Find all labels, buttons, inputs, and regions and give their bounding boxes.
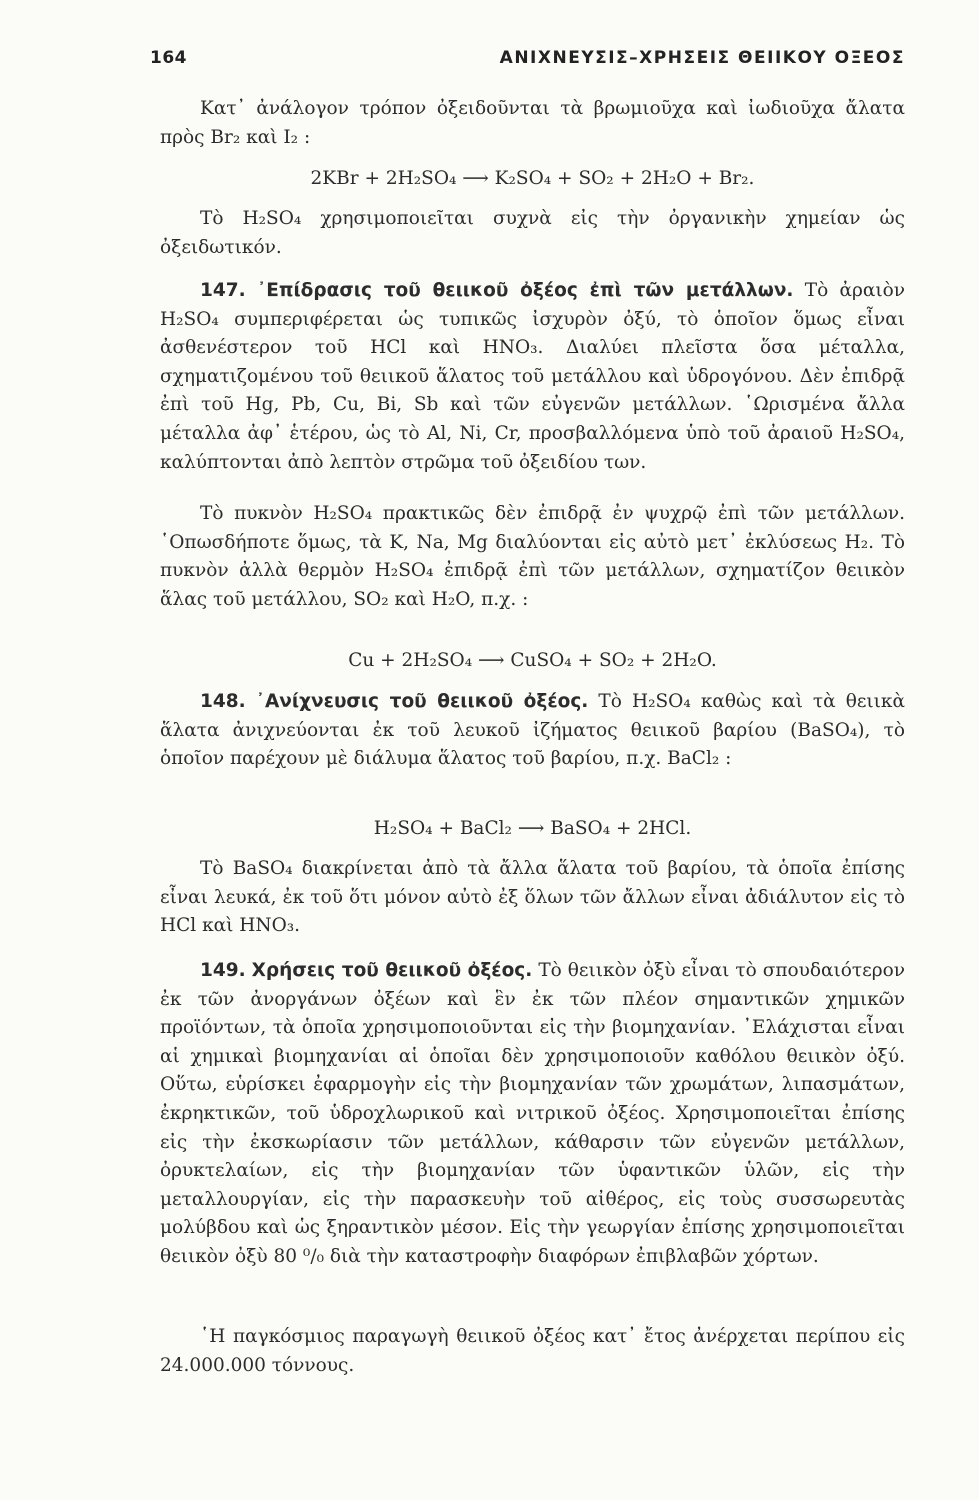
paragraph-baso4	[160, 855, 905, 941]
section-title: ᾿Επίδρασις τοῦ θειικοῦ ὀξέος ἐπὶ τῶν μετάλλων.	[256, 280, 794, 301]
section-paragraph	[160, 688, 905, 774]
page-header	[150, 48, 905, 74]
paragraph-text: ῾Η παγκόσμιος παραγωγὴ θειικοῦ ὀξέος κατ᾽ ἔτος ἀνέρχεται περίπου εἰς 24.000.000 τόννους.	[160, 1326, 905, 1376]
section-body: Τὸ ἀραιὸν H₂SO₄ συμπεριφέρεται ὡς τυπικῶς ἰσχυρὸν ὀξύ, τὸ ὁποῖον ὅμως εἶναι ἀσθενέστερον τοῦ HCl καὶ HNO₃. Διαλύει πλεῖστα ὅσα μέταλλα, σχηματιζομένου τοῦ θειικοῦ ἅλατος τοῦ μετάλλου καὶ ὑδρογόνου. Δὲν ἐπιδρᾷ ἐπὶ τοῦ Hg, Pb, Cu, Bi, Sb καὶ τῶν εὐγενῶν μετάλλων. ῾Ωρισμένα ἄλλα μέταλλα ἀφ᾽ ἑτέρου, ὡς τὸ Al, Ni, Cr, προσβαλλόμενα ὑπὸ τοῦ ἀραιοῦ H₂SO₄, καλύπτονται ἀπὸ λεπτὸν στρῶμα τοῦ ὀξειδίου των.	[160, 280, 905, 473]
equation-copper: Cu + 2H₂SO₄ ⟶ CuSO₄ + SO₂ + 2H₂O.	[348, 650, 717, 671]
paragraph-world-production	[160, 1323, 905, 1380]
section-title: ᾿Ανίχνευσις τοῦ θειικοῦ ὀξέος.	[255, 691, 589, 712]
section-148	[160, 688, 905, 774]
running-head: ΑΝΙΧΝΕΥΣΙΣ–ΧΡΗΣΕΙΣ ΘΕΙΙΚΟΥ ΟΞΕΟΣ	[499, 48, 905, 68]
section-title: Χρήσεις τοῦ θειικοῦ ὀξέος.	[251, 960, 533, 981]
section-paragraph	[160, 277, 905, 477]
equation-kbr: 2KBr + 2H₂SO₄ ⟶ K₂SO₄ + SO₂ + 2H₂O + Br₂.	[310, 168, 755, 189]
section-body: Τὸ H₂SO₄ καθὼς καὶ τὰ θειικὰ ἅλατα ἀνιχνεύονται ἐκ τοῦ λευκοῦ ἰζήματος θειικοῦ βαρίου (BaSO₄), τὸ ὁποῖον παρέχουν μὲ διάλυμα ἅλατος τοῦ βαρίου, π.χ. BaCl₂ :	[160, 691, 905, 770]
paragraph-concentrated-acid	[160, 500, 905, 614]
section-149	[160, 957, 905, 1272]
paragraph-text: Τὸ BaSO₄ διακρίνεται ἀπὸ τὰ ἄλλα ἅλατα τοῦ βαρίου, τὰ ὁποῖα ἐπίσης εἶναι λευκά, ἐκ τοῦ ὅτι μόνον αὐτὸ ἐξ ὅλων τῶν ἄλλων εἶναι ἀδιάλυτον εἰς τὸ HCl καὶ HNO₃.	[160, 858, 905, 937]
section-body: Τὸ θειικὸν ὀξὺ εἶναι τὸ σπουδαιότερον ἐκ τῶν ἀνοργάνων ὀξέων καὶ ἓν ἐκ τῶν πλέον σημαντικῶν χημικῶν προϊόντων, τὰ ὁποῖα χρησιμοποιοῦνται εἰς τὴν βιομηχανίαν. ᾿Ελάχισται εἶναι αἱ χημικαὶ βιομηχανίαι αἱ ὁποῖαι δὲν χρησιμοποιοῦν καθόλου θειικὸν ὀξύ. Οὕτω, εὑρίσκει ἐφαρμογὴν εἰς τὴν βιομηχανίαν τῶν χρωμάτων, λιπασμάτων, ἐκρηκτικῶν, τοῦ ὑδροχλωρικοῦ καὶ νιτρικοῦ ὀξέος. Χρησιμοποιεῖται ἐπίσης εἰς τὴν ἐκσκωρίασιν τῶν μετάλλων, κάθαρσιν τῶν εὐγενῶν μετάλλων, ὀρυκτελαίων, εἰς τὴν βιομηχανίαν τῶν ὑφαντικῶν ὑλῶν, εἰς τὴν μεταλλουργίαν, εἰς τὴν παρασκευὴν τοῦ αἰθέρος, εἰς τοὺς συσσωρευτὰς μολύβδου καὶ ὡς ξηραντικὸν μέσον. Εἰς τὴν γεωργίαν ἐπίσης χρησιμοποιεῖται θειικὸν ὀξὺ 80 ⁰/₀ διὰ τὴν καταστροφὴν διαφόρων ἐπιβλαβῶν χόρτων.	[160, 960, 905, 1267]
paragraph-oxidizer	[160, 205, 905, 262]
paragraph-text: Τὸ πυκνὸν H₂SO₄ πρακτικῶς δὲν ἐπιδρᾷ ἐν ψυχρῷ ἐπὶ τῶν μετάλλων. ῾Οπωσδήποτε ὅμως, τὰ K, Na, Mg διαλύονται εἰς αὐτὸ μετ᾽ ἐκλύσεως H₂. Τὸ πυκνὸν ἀλλὰ θερμὸν H₂SO₄ ἐπιδρᾷ ἐπὶ τῶν μετάλλων, σχηματίζον θειικὸν ἅλας τοῦ μετάλλου, SO₂ καὶ H₂O, π.χ. :	[160, 503, 905, 610]
section-number: 149.	[200, 960, 246, 981]
page-number: 164	[150, 48, 187, 68]
section-number: 147.	[200, 280, 246, 301]
paragraph-bromides	[160, 95, 905, 152]
section-147	[160, 277, 905, 477]
equation-barium: H₂SO₄ + BaCl₂ ⟶ BaSO₄ + 2HCl.	[373, 818, 692, 839]
paragraph-text: Τὸ H₂SO₄ χρησιμοποιεῖται συχνὰ εἰς τὴν ὀργανικὴν χημείαν ὡς ὀξειδωτικόν.	[160, 208, 905, 258]
paragraph-text: Κατ᾽ ἀνάλογον τρόπον ὀξειδοῦνται τὰ βρωμιοῦχα καὶ ἰωδιοῦχα ἄλατα πρὸς Br₂ καὶ I₂ :	[160, 98, 905, 148]
section-number: 148.	[200, 691, 246, 712]
section-paragraph	[160, 957, 905, 1272]
